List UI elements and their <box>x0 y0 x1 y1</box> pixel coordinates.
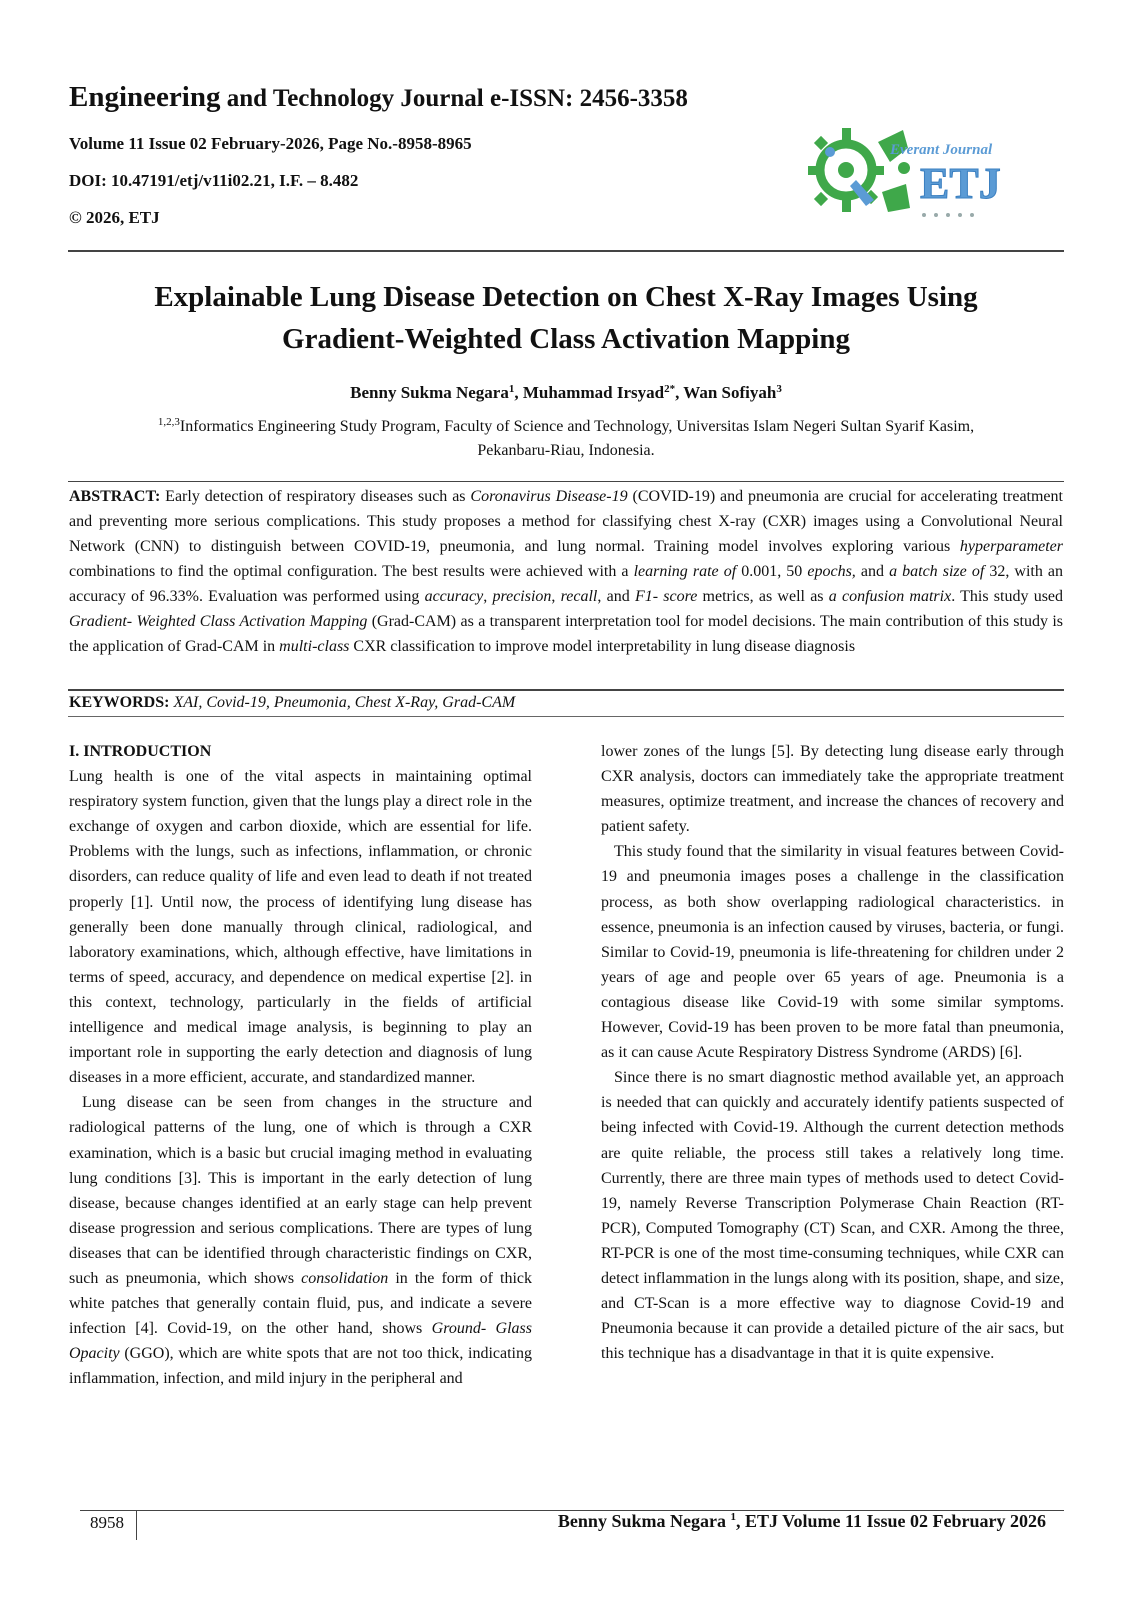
volume-info: Volume 11 Issue 02 February-2026, Page No.-8958-8965 <box>69 134 472 153</box>
journal-header <box>69 80 769 228</box>
logo-tagline: Everant Journal <box>890 142 993 158</box>
abstract-top-rule <box>68 481 1064 482</box>
etj-logo <box>808 122 1022 224</box>
author-list: Benny Sukma Negara$^1$, Muhammad Irsyad$^{2*}$, Wan Sofiyah$^3$ <box>350 383 782 402</box>
paper-title: Explainable Lung Disease Detection on Chest X-Ray Images Using Gradient-Weighted Class Activation Mapping <box>154 281 978 355</box>
affiliation: $^{1,2,3}$Informatics Engineering Study Program, Faculty of Science and Technology, Universitas Islam Negeri Sultan Syarif Kasim, Pekanbaru-Riau, Indonesia. <box>157 416 975 459</box>
paragraph-3: This study found that the similarity in visual features between Covid-19 and pneumonia images poses a challenge in the classification process, as both show overlapping radiological characteristics. in essence, pneumonia is an infection caused by viruses, bacteria, or fungi. Similar to Covid-19, pneumonia is life-threatening for children under 2 years of age and people over 65 years of age. Pneumonia is a contagious disease like Covid-19 with some similar symptoms. However, Covid-19 has been proven to be more fatal than pneumonia, as it can cause Acute Respiratory Distress Syndrome (ARDS) [6]. <box>601 843 1064 1062</box>
doi-info: DOI: 10.47191/etj/v11i02.21, I.F. – 8.482 <box>69 171 359 190</box>
paragraph-1: Lung health is one of the vital aspects in maintaining optimal respiratory system function, given that the lungs play a direct role in the exchange of oxygen and carbon dioxide, which are essential for life. Problems with the lungs, such as infections, inflammation, or chronic disorders, can reduce quality of life and even lead to death if not treated properly [1]. Until now, the process of identifying lung disease has generally been done manually through clinical, radiological, and laboratory examinations, which, although effective, have limitations in terms of speed, accuracy, and dependence on medical expertise [2]. in this context, technology, particularly in the fields of artificial intelligence and medical image analysis, is beginning to play an important role in supporting the early detection and diagnosis of lung diseases in a more efficient, accurate, and standardized manner. <box>69 768 532 1087</box>
abstract: ABSTRACT: Early detection of respiratory diseases such as Coronavirus Disease-19 (COVID-19) and pneumonia are crucial for accelerating treatment and preventing more serious complications. This study proposes a method for classifying chest X-ray (CXR) images using a Convolutional Neural Network (CNN) to distinguish between COVID-19, pneumonia, and lung normal. Training model involves exploring various hyperparameter combinations to find the optimal configuration. The best results were achieved with a learning rate of 0.001, 50 epochs, and a batch size of 32, with an accuracy of 96.33%. Evaluation was performed using accuracy, precision, recall, and F1- score metrics, as well as a confusion matrix. This study used Gradient- Weighted Class Activation Mapping (Grad-CAM) as a transparent interpretation tool for model decisions. The main contribution of this study is the application of Grad-CAM in multi-class CXR classification to improve model interpretability in lung disease diagnosis <box>69 488 1064 655</box>
journal-name: Engineering and Technology Journal e-ISSN: 2456-3358 <box>69 81 688 113</box>
page-number: 8958 <box>90 1513 124 1532</box>
paragraph-2-continued: lower zones of the lungs [5]. By detecting lung disease early through CXR analysis, doctors can immediately take the appropriate treatment measures, optimize treatment, and increase the chances of recovery and patient safety. <box>601 743 1064 836</box>
header-divider <box>68 250 1064 252</box>
logo-wordmark: ETJ <box>920 159 1001 208</box>
keywords-rule <box>68 716 1064 717</box>
body-column-right <box>601 739 1064 1366</box>
body-column-left <box>69 739 532 1391</box>
keywords: KEYWORDS: XAI, Covid-19, Pneumonia, Chest X-Ray, Grad-CAM <box>69 694 516 711</box>
paragraph-4: Since there is no smart diagnostic method available yet, an approach is needed that can quickly and accurately identify patients suspected of being infected with Covid-19. Although the current detection methods are quite reliable, the process still takes a relatively long time. Currently, there are three main types of methods used to detect Covid-19, namely Reverse Transcription Polymerase Chain Reaction (RT-PCR), Computed Tomography (CT) Scan, and CXR. Among the three, RT-PCR is one of the most time-consuming techniques, while CXR can detect inflammation in the lungs along with its position, shape, and size, and CT-Scan is a more effective way to diagnose Covid-19 and Pneumonia because it can provide a detailed picture of the air sacs, but this technique has a disadvantage in that it is quite expensive. <box>601 1069 1064 1363</box>
section-heading-introduction: I. INTRODUCTION <box>69 743 212 760</box>
page-number-divider <box>136 1510 137 1540</box>
copyright-info: © 2026, ETJ <box>69 208 160 227</box>
footer-citation: Benny Sukma Negara $^1$, ETJ Volume 11 Issue 02 February 2026 <box>557 1511 1046 1531</box>
paragraph-2: Lung disease can be seen from changes in the structure and radiological patterns of the lung, one of which is through a CXR examination, which is a basic but crucial imaging method in evaluating lung conditions [3]. This is important in the early detection of lung disease, because changes identified at an early stage can help prevent disease progression and serious complications. There are types of lung diseases that can be identified through characteristic findings on CXR, such as pneumonia, which shows consolidation in the form of thick white patches that generally contain fluid, pus, and indicate a severe infection [4]. Covid-19, on the other hand, shows Ground- Glass Opacity (GGO), which are white spots that are not too thick, indicating inflammation, infection, and mild injury in the peripheral and <box>69 1094 533 1388</box>
